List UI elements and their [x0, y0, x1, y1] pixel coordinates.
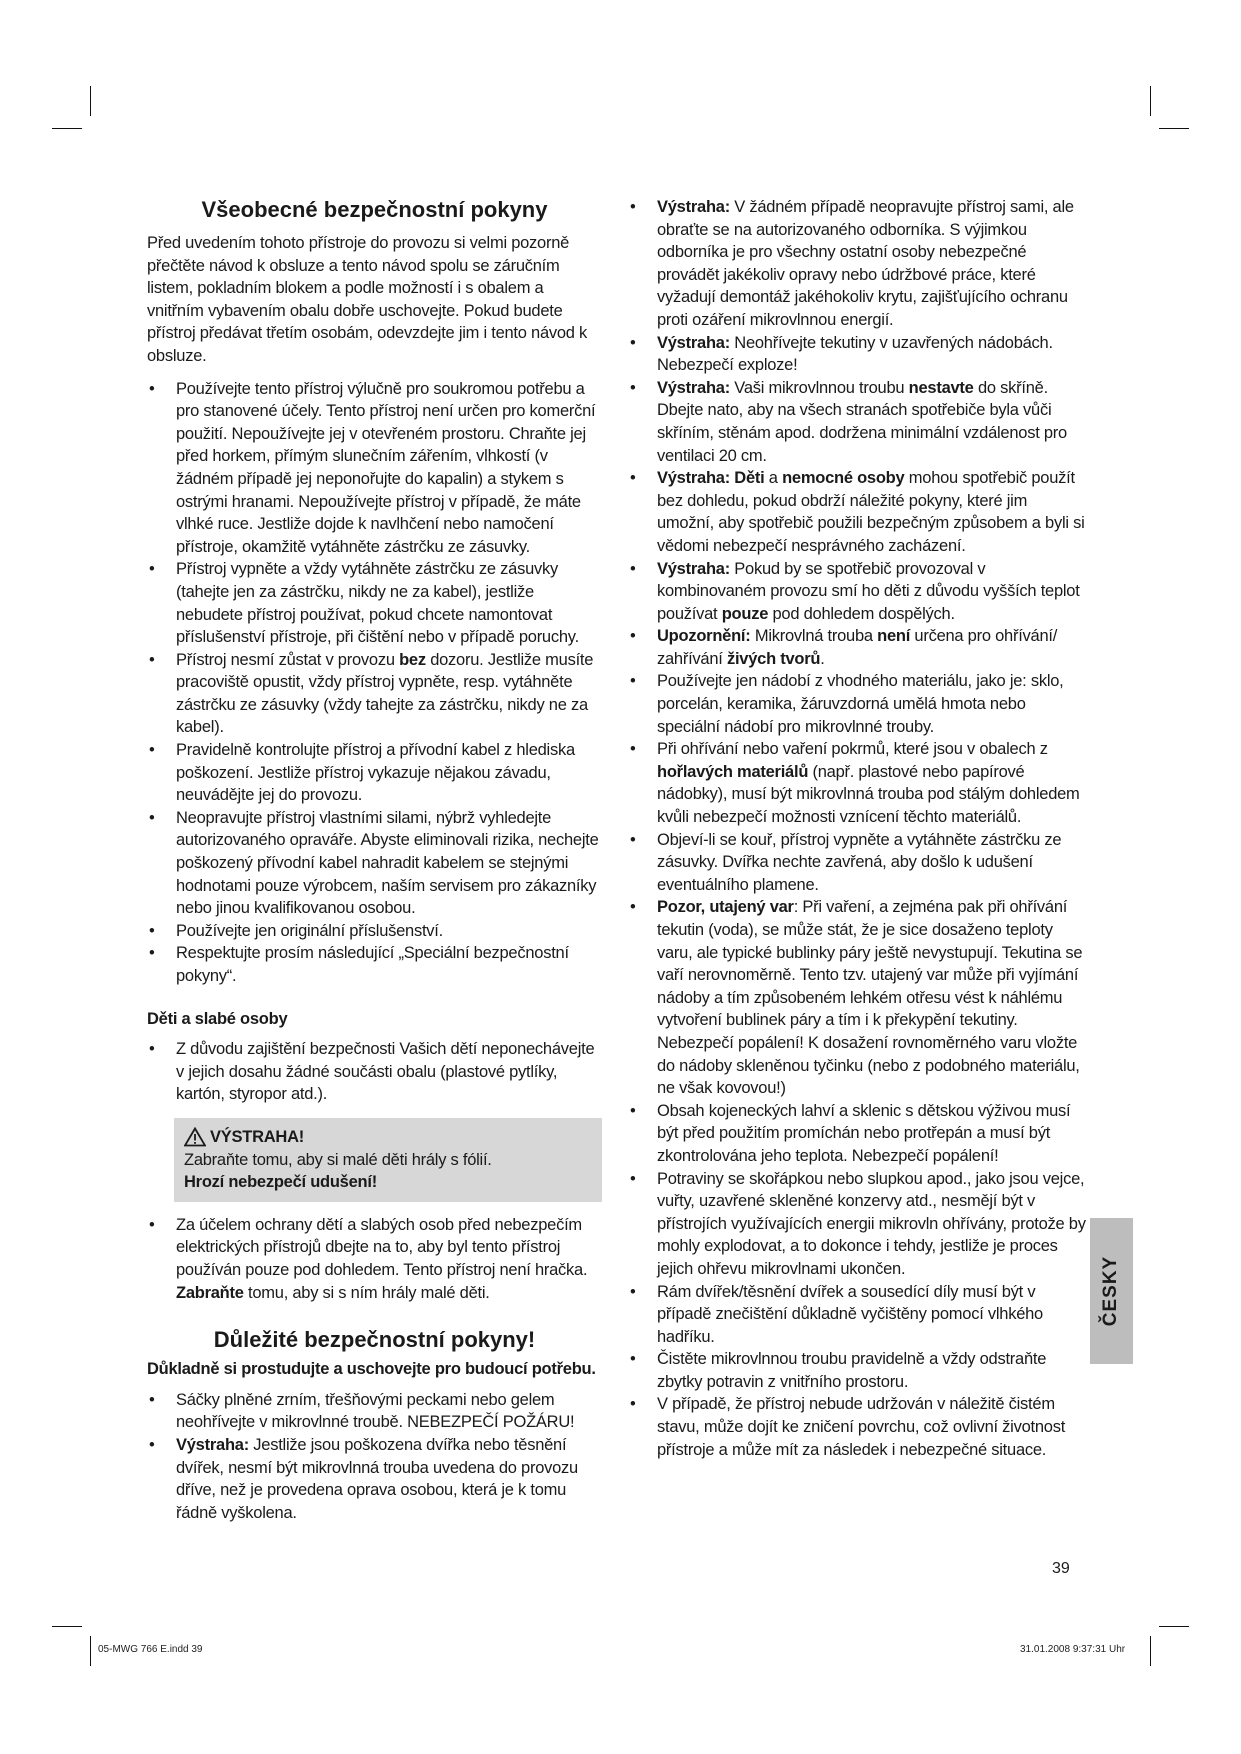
list-item: • Za účelem ochrany dětí a slabých osob před nebezpečím elektrických přístrojů dbejte na to, aby byl tento přístroj používán pouze pod dohledem. Tento přístroj není hračka. Zabraňte tomu, aby si s ním hrály malé děti.: [149, 1215, 588, 1302]
section-title-important-safety: Důležité bezpečnostní pokyny!: [213, 1327, 536, 1353]
children-list-2: [147, 1214, 602, 1304]
crop-mark: [52, 1626, 82, 1627]
list-item: • Používejte tento přístroj výlučně pro soukromou potřebu a pro stanovené účely. Tento přístroj není určen pro komerční použití. Nepoužívejte jej v otevřeném prostoru. Chraňte jej před horkem, přímým slunečním zářením, vlhkostí (v žádném případě jej neponořujte do kapalin) a stykem s ostrými hranami. Nepoužívejte přístroj v případě, že máte vlhké ruce. Jestliže dojde k navlhčení nebo namočení přístroje, okamžitě vytáhněte zástrčku ze zásuvky.: [149, 379, 596, 556]
crop-mark: [1159, 1626, 1189, 1627]
crop-mark: [1150, 1636, 1151, 1666]
list-item: • Pravidelně kontrolujte přístroj a přívodní kabel z hlediska poškození. Jestliže přístroj vykazuje nějakou závadu, neuvádějte jej do provozu.: [149, 741, 575, 805]
left-column: [147, 196, 602, 1524]
intro-paragraph: Před uvedením tohoto přístroje do provozu si velmi pozorně přečtěte návod k obsluze a tento návod spolu se záručním listem, pokladním blokem a podle možností i s obalem a vnitřním vybavením obalu dobře uschovejte. Pokud budete přístroj předávat třetím osobám, odevzdejte jim i tento návod k obsluze.: [147, 234, 588, 365]
list-item: • V případě, že přístroj nebude udržován v náležitě čistém stavu, může dojít ke zničení povrchu, což ovlivní životnost přístroje a může mít za následek i nebezpečné situace.: [630, 1395, 1066, 1459]
important-safety-list: [147, 1389, 602, 1525]
warning-title: VÝSTRAHA!: [210, 1127, 305, 1146]
warning-danger: Hrozí nebezpečí udušení!: [184, 1173, 377, 1192]
warning-triangle-icon: [184, 1127, 206, 1147]
children-list: [147, 1038, 602, 1106]
list-item: • Přístroj nesmí zůstat v provozu bez dozoru. Jestliže musíte pracoviště opustit, vždy přístroj vypněte, resp. vytáhněte zástrčku ze zásuvky (vždy tahejte za zástrčku, nikdy ne za kabel).: [149, 650, 594, 737]
list-item: • Upozornění: Mikrovlná trouba není určena pro ohřívání/ zahřívání živých tvorů.: [630, 627, 1058, 668]
list-item: • Výstraha: Jestliže jsou poškozena dvířka nebo těsnění dvířek, nesmí být mikrovlnná trouba uvedena do provozu dříve, než je provedena oprava osobou, která je k tomu řádně vyškolena.: [149, 1435, 578, 1522]
warning-header: [184, 1126, 594, 1149]
list-item: • Z důvodu zajištění bezpečnosti Vašich dětí neponechávejte v jejich dosahu žádné součásti obalu (plastové pytlíky, kartón, styropor atd.).: [149, 1040, 595, 1104]
list-item: • Čistěte mikrovlnnou troubu pravidelně a vždy odstraňte zbytky potravin z vnitřního prostoru.: [630, 1350, 1047, 1391]
list-item: • Výstraha: Děti a nemocné osoby mohou spotřebič použít bez dohledu, pokud obdrží náležité pokyny, které jim umožní, aby spotřebič použili bezpečným způsobem a byli si vědomi nebezpečí nesprávného zacházení.: [630, 469, 1085, 555]
subheading-children: Děti a slabé osoby: [147, 1009, 288, 1028]
list-item: • Výstraha: V žádném případě neopravujte přístroj sami, ale obraťte se na autorizovaného odborníka. S výjimkou odborníka je pro všechny ostatní osoby nebezpečné provádět jakékoliv opravy nebo údržbové práce, které vyžadují demontáž jakéhokoliv krytu, zajišťujícího ochranu proti ozáření mikrovlnnou energií.: [630, 198, 1074, 329]
list-item: • Obsah kojeneckých lahví a sklenic s dětskou výživou musí být před použitím promíchán nebo protřepán a musí být zkontrolována jeho teplota. Nebezpečí popálení!: [630, 1101, 1071, 1165]
warning-box: [174, 1118, 602, 1202]
list-item: • Výstraha: Neohřívejte tekutiny v uzavřených nádobách. Nebezpečí exploze!: [630, 333, 1053, 375]
language-tab: [1090, 1218, 1133, 1364]
list-item: • Používejte jen nádobí z vhodného materiálu, jako je: sklo, porcelán, keramika, žáruvzdorná umělá hmota nebo speciální nádobí pro mikrovlnné trouby.: [630, 672, 1064, 736]
list-item: • Pozor, utajený var: Při vaření, a zejména pak při ohřívání tekutin (voda), se může stát, že je sice dosaženo teploty varu, ale typické bublinky páry ještě nevystupují. Tekutina se vaří nerovnoměrně. Tento tzv. utajený var může při vyjímání nádoby a tím způsobeném lehkém otřesu vést k náhlému vytvoření bublinek páry a tím i k překypění tekutiny. Nebezpečí popálení! K dosažení rovnoměrného varu vložte do nádoby skleněnou tyčinku (nebo z podobného materiálu, ne však kovovou!): [630, 898, 1083, 1098]
language-tab-label: ČESKY: [1100, 1255, 1122, 1327]
list-item: • Při ohřívání nebo vaření pokrmů, které jsou v obalech z hořlavých materiálů (např. plastové nebo papírové nádobky), musí být mikrovlnná trouba pod stálým dohledem kvůli nebezpečí možnosti vznícení těchto materiálů.: [630, 740, 1080, 827]
special-safety-list: [628, 196, 1088, 1461]
crop-mark: [1159, 128, 1189, 129]
list-item: • Výstraha: Vaši mikrovlnnou troubu nestavte do skříně. Dbejte nato, aby na všech stranách spotřebiče byla vůči skříním, stěnám apod. dodržena minimální vzdálenost pro ventilaci 20 cm.: [630, 378, 1067, 465]
footer-timestamp: 31.01.2008 9:37:31 Uhr: [1020, 1644, 1126, 1655]
list-item: • Přístroj vypněte a vždy vytáhněte zástrčku ze zásuvky (tahejte jen za zástrčku, nikdy ne za kabel), jestliže nebudete přístroj používat, pokud chcete namontovat příslušenství přístroje, při čištění nebo v případě poruchy.: [149, 560, 579, 647]
crop-mark: [52, 128, 82, 129]
list-item: • Neopravujte přístroj vlastními silami, nýbrž vyhledejte autorizovaného opraváře. Abyste eliminovali rizika, nechejte poškozený přívodní kabel nahradit kabelem se stejnými hodnotami pouze výrobcem, naším servisem pro zákazníky nebo jinou kvalifikovanou osobou.: [149, 808, 599, 918]
list-item: • Výstraha: Pokud by se spotřebič provozoval v kombinovaném provozu smí ho děti z důvodu vyšších teplot používat pouze pod dohledem dospělých.: [630, 559, 1080, 623]
footer-file-info: 05-MWG 766 E.indd 39: [98, 1644, 203, 1655]
list-item: • Respektujte prosím následující „Speciální bezpečnostní pokyny“.: [149, 944, 569, 985]
section-title-general-safety: Všeobecné bezpečnostní pokyny: [201, 197, 548, 222]
crop-mark: [90, 86, 91, 116]
crop-mark: [1150, 86, 1151, 116]
list-item: • Sáčky plněné zrním, třešňovými peckami nebo gelem neohřívejte v mikrovlnné troubě. NEBEZPEČÍ POŽÁRU!: [149, 1390, 575, 1432]
list-item: • Potraviny se skořápkou nebo slupkou apod., jako jsou vejce, vuřty, uzavřené skleněné konzervy atd., nesmějí být v přístrojích využívajících energii mikrovln ohřívány, protože by mohly explodovat, a to dokonce i tehdy, jestliže je proces jejich ohřevu mikrovlnami ukončen.: [630, 1169, 1086, 1278]
list-item: • Používejte jen originální příslušenství.: [149, 921, 443, 940]
right-column: [628, 196, 1088, 1461]
crop-mark: [90, 1636, 91, 1666]
warning-text: Zabraňte tomu, aby si malé děti hrály s fólií.: [184, 1150, 492, 1169]
page-number: 39: [1052, 1560, 1070, 1577]
general-safety-list: [147, 378, 602, 988]
list-item: • Objeví-li se kouř, přístroj vypněte a vytáhněte zástrčku ze zásuvky. Dvířka nechte zavřená, aby došlo k udušení eventuálního plamene.: [630, 830, 1062, 894]
subheading-study: Důkladně si prostudujte a uschovejte pro budoucí potřebu.: [147, 1360, 596, 1379]
list-item: • Rám dvířek/těsnění dvířek a sousedící díly musí být v případě znečištění důkladně vyčištěny pomocí vlhkého hadříku.: [630, 1282, 1043, 1346]
